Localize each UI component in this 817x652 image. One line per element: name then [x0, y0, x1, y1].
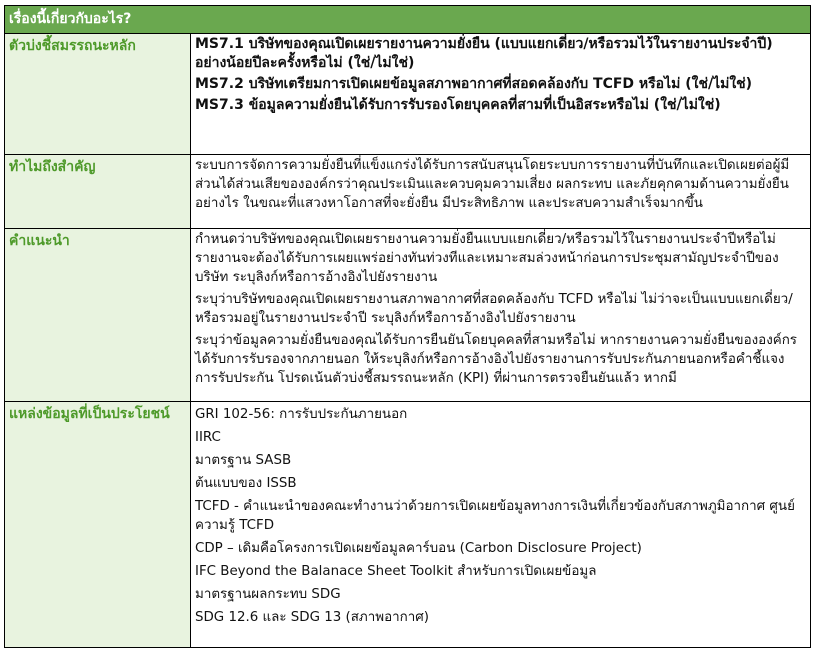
source-item: GRI 102-56: การรับประกันภายนอก [195, 407, 408, 422]
source-item: SDG 12.6 และ SDG 13 (สภาพอากาศ) [195, 610, 430, 625]
source-item: มาตรฐานผลกระทบ SDG [195, 587, 341, 602]
row-guidance [5, 229, 810, 402]
row-content-indicators [191, 34, 810, 154]
row-content-why: ระบบการจัดการความยั่งยืนที่แข็งแกร่งได้รับการสนับสนุนโดยระบบการรายงานที่บันทึกและเปิดเผยต่อผู้มีส่วนได้ส่วนเสียขององค์กรว่าคุณประเมินและควบคุมความเสี่ยง ผลกระทบ และภัยคุกคามด้านความยั่งยืนอย่างไร ในขณะที่แสวงหาโอกาสที่จะยั่งยืน มีประสิทธิภาพ และประสบความสำเร็จมากขึ้น [195, 158, 790, 211]
row-indicators [5, 34, 810, 155]
row-content-sources [191, 402, 810, 647]
source-item: IFC Beyond the Balanace Sheet Toolkit สำหรับการเปิดเผยข้อมูล [195, 564, 597, 579]
row-sources [5, 402, 810, 647]
source-item: IIRC [195, 430, 221, 445]
indicator-item: MS7.1 บริษัทของคุณเปิดเผยรายงานความยั่งยืน (แบบแยกเดี่ยว/หรือรวมไว้ในรายงานประจำปี) อย่างน้อยปีละครั้งหรือไม่ (ใช่/ไม่ใช่) [195, 36, 773, 71]
source-item: TCFD - คำแนะนำของคณะทำงานว่าด้วยการเปิดเผยข้อมูลทางการเงินที่เกี่ยวข้องกับสภาพภูมิอากาศ ศูนย์ความรู้ TCFD [195, 499, 795, 533]
info-table [4, 5, 811, 648]
source-item: ต้นแบบของ ISSB [195, 476, 297, 491]
guidance-paragraph: ระบุว่าบริษัทของคุณเปิดเผยรายงานสภาพอากาศที่สอดคล้องกับ TCFD หรือไม่ ไม่ว่าจะเป็นแบบแยกเดี่ยว/หรือรวมอยู่ในรายงานประจำปี ระบุลิงก์หรือการอ้างอิงไปยังรายงาน [195, 292, 793, 326]
guidance-paragraph: กำหนดว่าบริษัทของคุณเปิดเผยรายงานความยั่งยืนแบบแยกเดี่ยว/หรือรวมไว้ในรายงานประจำปีหรือไม่ รายงานจะต้องได้รับการเผยแพร่อย่างทันท่วงทีและเหมาะสมล่วงหน้าก่อนการประชุมสามัญประจำปีของบริษัท ระบุลิงก์หรือการอ้างอิงไปยังรายงาน [195, 232, 779, 285]
indicator-item: MS7.3 ข้อมูลความยั่งยืนได้รับการรับรองโดยบุคคลที่สามที่เป็นอิสระหรือไม่ (ใช่/ไม่ใช่) [195, 97, 721, 113]
row-label-sources: แหล่งข้อมูลที่เป็นประโยชน์ [5, 402, 191, 647]
source-item: CDP – เดิมคือโครงการเปิดเผยข้อมูลคาร์บอน (Carbon Disclosure Project) [195, 541, 642, 556]
indicator-item: MS7.2 บริษัทเตรียมการเปิดเผยข้อมูลสภาพอากาศที่สอดคล้องกับ TCFD หรือไม่ (ใช่/ไม่ใช่) [195, 76, 753, 92]
row-content-guidance [191, 229, 810, 401]
table-header [5, 6, 810, 34]
row-why [5, 155, 810, 229]
guidance-paragraph: ระบุว่าข้อมูลความยั่งยืนของคุณได้รับการยืนยันโดยบุคคลที่สามหรือไม่ หากรายงานความยั่งยืนขององค์กรได้รับการรับรองจากภายนอก ให้ระบุลิงก์หรือการอ้างอิงไปยังรายงานการรับประกันภายนอกหรือคำชี้แจงการรับประกัน โปรดเน้นตัวบ่งชี้สมรรถนะหลัก (KPI) ที่ผ่านการตรวจยืนยันแล้ว หากมี [195, 333, 797, 386]
source-item: มาตรฐาน SASB [195, 453, 292, 468]
header-title: เรื่องนี้เกี่ยวกับอะไร? [9, 11, 132, 27]
row-label-guidance: คำแนะนำ [5, 229, 191, 401]
row-label-indicators: ตัวบ่งชี้สมรรถนะหลัก [5, 34, 191, 154]
row-label-why: ทำไมถึงสำคัญ [5, 155, 191, 228]
